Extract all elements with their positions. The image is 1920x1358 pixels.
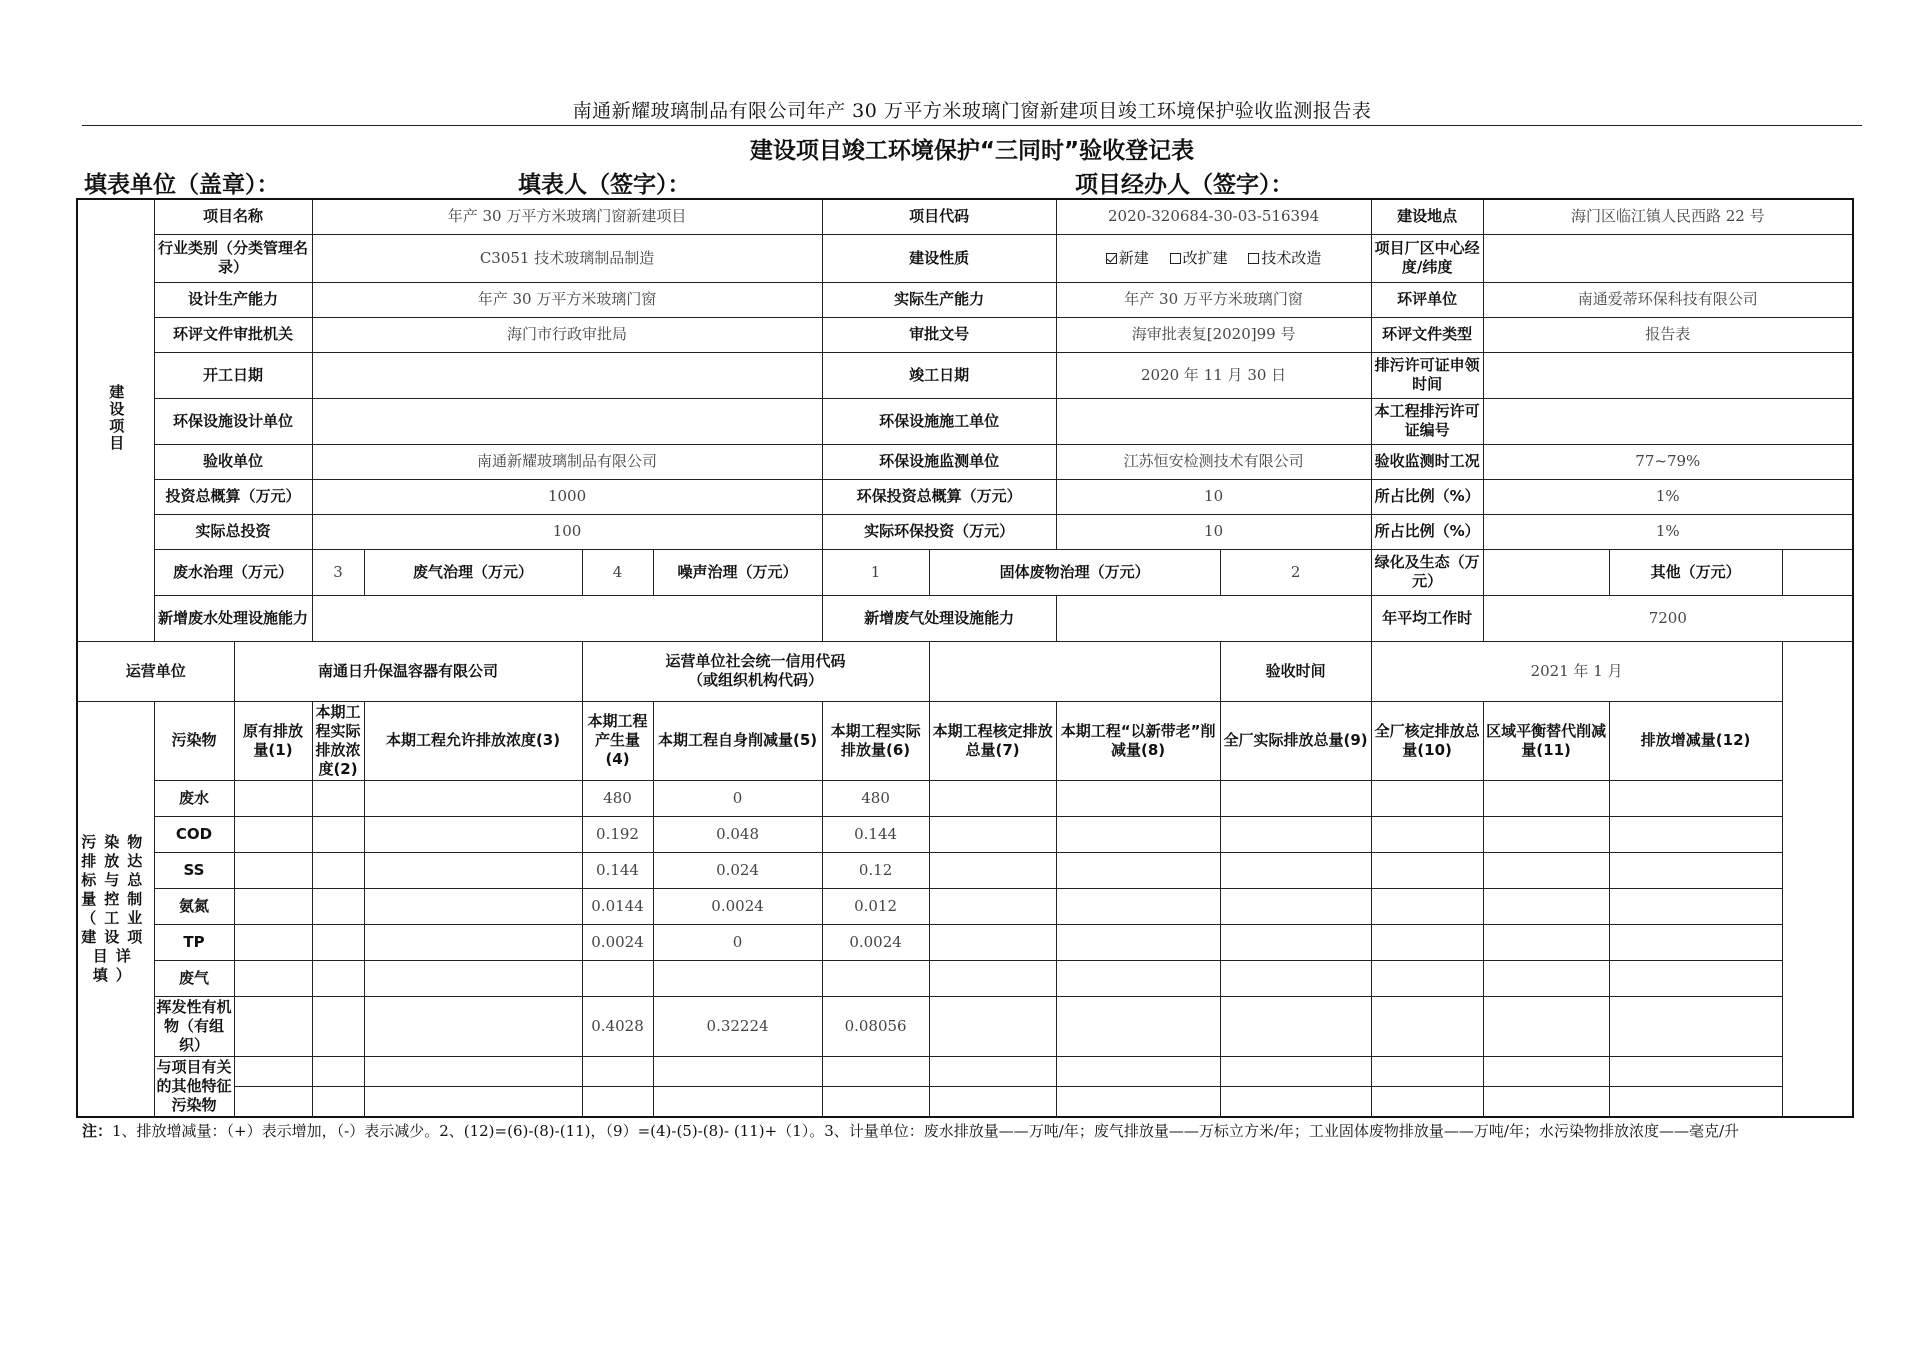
pollutant-reduced: 0.048 bbox=[653, 816, 822, 852]
eia-doc-type-label: 环评文件类型 bbox=[1371, 317, 1483, 352]
row-budget bbox=[77, 479, 1853, 514]
pollutant-emitted: 0.12 bbox=[822, 852, 929, 888]
greening-label: 绿化及生态（万元） bbox=[1371, 549, 1483, 595]
pollutant-row bbox=[77, 924, 1853, 960]
work-hours-value: 7200 bbox=[1483, 595, 1853, 641]
pollutant-produced bbox=[582, 960, 653, 996]
acceptance-unit-value: 南通新耀玻璃制品有限公司 bbox=[312, 444, 822, 479]
complete-date-value: 2020 年 11 月 30 日 bbox=[1056, 352, 1371, 398]
pollutant-row bbox=[77, 888, 1853, 924]
pollutant-reduced: 0.024 bbox=[653, 852, 822, 888]
pollutant-header-7: 本期工程核定排放总量(7) bbox=[929, 701, 1056, 780]
new-water-facility-label: 新增废水处理设施能力 bbox=[154, 595, 312, 641]
permit-number-label: 本工程排污许可证编号 bbox=[1371, 398, 1483, 444]
form-title: 建设项目竣工环境保护“三同时”验收登记表 bbox=[749, 138, 1195, 164]
pollutant-header-3: 本期工程允许排放浓度(3) bbox=[364, 701, 582, 780]
actual-total-label: 实际总投资 bbox=[154, 514, 312, 549]
budget-total-label: 投资总概算（万元） bbox=[154, 479, 312, 514]
nature-option-tech[interactable]: 技术改造 bbox=[1248, 249, 1321, 268]
pollutant-row bbox=[77, 780, 1853, 816]
noise-treatment-value: 1 bbox=[822, 549, 929, 595]
credit-code-label-line2: （或组织机构代码） bbox=[688, 671, 824, 689]
pollutant-name: 氨氮 bbox=[154, 888, 234, 924]
pollutant-emitted: 0.08056 bbox=[822, 996, 929, 1056]
checkbox-checked-icon bbox=[1106, 253, 1117, 264]
pollutant-reduced: 0 bbox=[653, 924, 822, 960]
budget-ratio-label: 所占比例（%） bbox=[1371, 479, 1483, 514]
pollutant-produced: 0.0144 bbox=[582, 888, 653, 924]
actual-capacity-value: 年产 30 万平方米玻璃门窗 bbox=[1056, 282, 1371, 317]
pollutant-name: 与项目有关的其他特征污染物 bbox=[154, 1056, 234, 1117]
gas-treatment-value: 4 bbox=[582, 549, 653, 595]
greening-value bbox=[1483, 549, 1609, 595]
monitor-unit-value: 江苏恒安检测技术有限公司 bbox=[1056, 444, 1371, 479]
signature-manager-label: 项目经办人（签字）： bbox=[1075, 172, 1294, 198]
operator-value: 南通日升保温容器有限公司 bbox=[234, 641, 582, 701]
pollutant-emitted: 0.144 bbox=[822, 816, 929, 852]
row-new-facility bbox=[77, 595, 1853, 641]
solid-waste-value: 2 bbox=[1220, 549, 1371, 595]
pollutant-header-1: 原有排放量(1) bbox=[234, 701, 312, 780]
actual-total-value: 100 bbox=[312, 514, 822, 549]
pollutant-produced: 0.0024 bbox=[582, 924, 653, 960]
budget-env-label: 环保投资总概算（万元） bbox=[822, 479, 1056, 514]
project-code-value: 2020-320684-30-03-516394 bbox=[1056, 199, 1371, 234]
work-hours-label: 年平均工作时 bbox=[1371, 595, 1483, 641]
work-condition-label: 验收监测时工况 bbox=[1371, 444, 1483, 479]
approval-authority-value: 海门市行政审批局 bbox=[312, 317, 822, 352]
acceptance-unit-label: 验收单位 bbox=[154, 444, 312, 479]
row-project bbox=[77, 199, 1853, 234]
nature-option-renovate[interactable]: 改扩建 bbox=[1170, 249, 1228, 268]
actual-capacity-label: 实际生产能力 bbox=[822, 282, 1056, 317]
actual-env-value: 10 bbox=[1056, 514, 1371, 549]
pollutant-name: 废气 bbox=[154, 960, 234, 996]
location-value: 海门区临江镇人民西路 22 号 bbox=[1483, 199, 1853, 234]
new-gas-facility-label: 新增废气处理设施能力 bbox=[822, 595, 1056, 641]
credit-code-value bbox=[929, 641, 1220, 701]
pollutant-header-8: 本期工程“以新带老”削减量(8) bbox=[1056, 701, 1220, 780]
pollutant-header-12: 排放增减量(12) bbox=[1609, 701, 1782, 780]
design-capacity-label: 设计生产能力 bbox=[154, 282, 312, 317]
pollutant-row bbox=[77, 996, 1853, 1056]
eia-unit-label: 环评单位 bbox=[1371, 282, 1483, 317]
signature-unit-label: 填表单位（盖章）： bbox=[84, 172, 280, 198]
start-date-value bbox=[312, 352, 822, 398]
operator-label: 运营单位 bbox=[77, 641, 234, 701]
pollutant-header-10: 全厂核定排放总量(10) bbox=[1371, 701, 1483, 780]
pollutant-header-4: 本期工程产生量(4) bbox=[582, 701, 653, 780]
pollutant-name: TP bbox=[154, 924, 234, 960]
pollutant-reduced: 0.0024 bbox=[653, 888, 822, 924]
approval-doc-no-value: 海审批表复[2020]99 号 bbox=[1056, 317, 1371, 352]
actual-ratio-value: 1% bbox=[1483, 514, 1853, 549]
industry-category-value: C3051 技术玻璃制品制造 bbox=[312, 234, 822, 282]
acceptance-time-label: 验收时间 bbox=[1220, 641, 1371, 701]
pollutant-emitted bbox=[822, 1056, 929, 1086]
pollutant-emitted: 0.0024 bbox=[822, 924, 929, 960]
pollutant-emitted bbox=[822, 960, 929, 996]
pollutant-name: SS bbox=[154, 852, 234, 888]
pollutant-produced: 480 bbox=[582, 780, 653, 816]
pollutant-header-9: 全厂实际排放总量(9) bbox=[1220, 701, 1371, 780]
budget-ratio-value: 1% bbox=[1483, 479, 1853, 514]
pollutant-emitted: 480 bbox=[822, 780, 929, 816]
other-invest-label: 其他（万元） bbox=[1609, 549, 1782, 595]
env-design-unit-value bbox=[312, 398, 822, 444]
pollutant-header-name: 污染物 bbox=[154, 701, 234, 780]
approval-doc-no-label: 审批文号 bbox=[822, 317, 1056, 352]
work-condition-value: 77~79% bbox=[1483, 444, 1853, 479]
new-gas-facility-value bbox=[1056, 595, 1371, 641]
row-approval bbox=[77, 317, 1853, 352]
water-treatment-value: 3 bbox=[312, 549, 364, 595]
pollutant-name: 挥发性有机物（有组织） bbox=[154, 996, 234, 1056]
signature-filler-label: 填表人（签字）： bbox=[518, 172, 691, 198]
pollutant-reduced bbox=[653, 960, 822, 996]
industry-category-label: 行业类别（分类管理名录） bbox=[154, 234, 312, 282]
water-treatment-label: 废水治理（万元） bbox=[154, 549, 312, 595]
gas-treatment-label: 废气治理（万元） bbox=[364, 549, 582, 595]
section-build-cell bbox=[77, 199, 154, 641]
approval-authority-label: 环评文件审批机关 bbox=[154, 317, 312, 352]
start-date-label: 开工日期 bbox=[154, 352, 312, 398]
row-design-unit bbox=[77, 398, 1853, 444]
pollutant-header-2: 本期工程实际排放浓度(2) bbox=[312, 701, 364, 780]
row-capacity bbox=[77, 282, 1853, 317]
footnote bbox=[82, 1112, 1862, 1150]
pollutant-header-5: 本期工程自身削减量(5) bbox=[653, 701, 822, 780]
coords-label: 项目厂区中心经度/纬度 bbox=[1371, 234, 1483, 282]
checkbox-empty-icon bbox=[1248, 253, 1259, 264]
env-construct-unit-label: 环保设施施工单位 bbox=[822, 398, 1056, 444]
project-code-label: 项目代码 bbox=[822, 199, 1056, 234]
new-water-facility-value bbox=[312, 595, 822, 641]
pollutant-row bbox=[77, 852, 1853, 888]
pollutant-section-label: 污染物排放达标与总量控制（工业建设项目详填） bbox=[77, 701, 154, 1117]
permit-date-label: 排污许可证申领时间 bbox=[1371, 352, 1483, 398]
complete-date-label: 竣工日期 bbox=[822, 352, 1056, 398]
footnote-text: 1、排放增减量：（+）表示增加，（-）表示减少。2、(12)=(6)-(8)-(11)，（9）=(4)-(5)-(8)- (11)+（1）。3、计量单位：废水排放量——万吨/年；废气排放量——万标立方米/年；工业固体废物排放量——万吨/年；水污染物排放浓度——毫克/升 bbox=[112, 1122, 1740, 1140]
row-industry bbox=[77, 234, 1853, 282]
pollutant-header-6: 本期工程实际排放量(6) bbox=[822, 701, 929, 780]
row-breakdown bbox=[77, 549, 1853, 595]
credit-code-label bbox=[582, 641, 929, 701]
pollutant-header-row bbox=[77, 701, 1853, 780]
pollutant-produced: 0.192 bbox=[582, 816, 653, 852]
pollutant-produced: 0.4028 bbox=[582, 996, 653, 1056]
pollutant-reduced: 0 bbox=[653, 780, 822, 816]
permit-date-value bbox=[1483, 352, 1853, 398]
pollutant-produced bbox=[582, 1056, 653, 1086]
acceptance-form-table bbox=[76, 198, 1854, 1118]
pollutant-row bbox=[77, 816, 1853, 852]
coords-value bbox=[1483, 234, 1853, 282]
acceptance-time-value: 2021 年 1 月 bbox=[1371, 641, 1782, 701]
credit-code-label-line1: 运营单位社会统一信用代码 bbox=[665, 652, 846, 670]
section-build-label: 建设项目 bbox=[107, 383, 126, 452]
row-actual-investment bbox=[77, 514, 1853, 549]
actual-ratio-label: 所占比例（%） bbox=[1371, 514, 1483, 549]
noise-treatment-label: 噪声治理（万元） bbox=[653, 549, 822, 595]
other-invest-value bbox=[1782, 549, 1853, 595]
row-dates bbox=[77, 352, 1853, 398]
budget-total-value: 1000 bbox=[312, 479, 822, 514]
eia-doc-type-value: 报告表 bbox=[1483, 317, 1853, 352]
build-nature-options bbox=[1056, 234, 1371, 282]
pollutant-reduced: 0.32224 bbox=[653, 996, 822, 1056]
solid-waste-label: 固体废物治理（万元） bbox=[929, 549, 1220, 595]
monitor-unit-label: 环保设施监测单位 bbox=[822, 444, 1056, 479]
checkbox-empty-icon bbox=[1170, 253, 1181, 264]
pollutant-name: COD bbox=[154, 816, 234, 852]
row-acceptance bbox=[77, 444, 1853, 479]
permit-number-value bbox=[1483, 398, 1853, 444]
project-name-label: 项目名称 bbox=[154, 199, 312, 234]
env-construct-unit-value bbox=[1056, 398, 1371, 444]
actual-env-label: 实际环保投资（万元） bbox=[822, 514, 1056, 549]
row-operator bbox=[77, 641, 1853, 701]
design-capacity-value: 年产 30 万平方米玻璃门窗 bbox=[312, 282, 822, 317]
env-design-unit-label: 环保设施设计单位 bbox=[154, 398, 312, 444]
location-label: 建设地点 bbox=[1371, 199, 1483, 234]
project-name-value: 年产 30 万平方米玻璃门窗新建项目 bbox=[312, 199, 822, 234]
build-nature-label: 建设性质 bbox=[822, 234, 1056, 282]
header-rule bbox=[82, 125, 1862, 126]
pollutant-row bbox=[77, 960, 1853, 996]
report-header: 南通新耀玻璃制品有限公司年产 30 万平方米玻璃门窗新建项目竣工环境保护验收监测报告表 bbox=[572, 100, 1372, 122]
footnote-prefix: 注： bbox=[82, 1122, 113, 1140]
pollutant-row-other-top bbox=[77, 1056, 1853, 1086]
pollutant-produced: 0.144 bbox=[582, 852, 653, 888]
pollutant-name: 废水 bbox=[154, 780, 234, 816]
pollutant-reduced bbox=[653, 1056, 822, 1086]
eia-unit-value: 南通爱蒂环保科技有限公司 bbox=[1483, 282, 1853, 317]
nature-option-new[interactable]: 新建 bbox=[1106, 249, 1149, 268]
pollutant-emitted: 0.012 bbox=[822, 888, 929, 924]
pollutant-header-11: 区域平衡替代削减量(11) bbox=[1483, 701, 1609, 780]
budget-env-value: 10 bbox=[1056, 479, 1371, 514]
